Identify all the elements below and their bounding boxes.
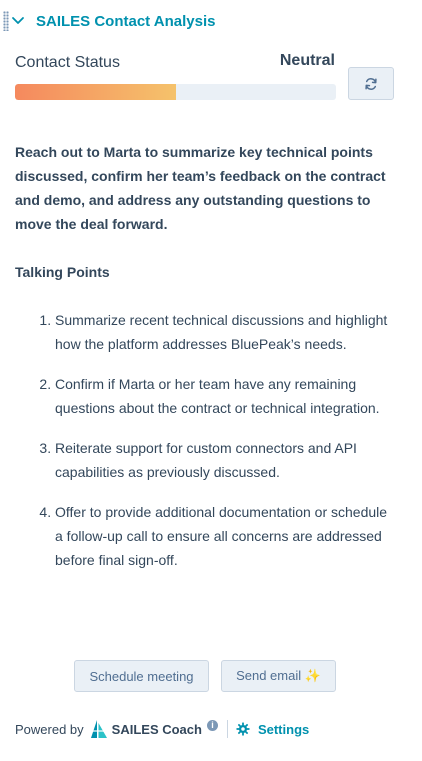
send-email-button[interactable]: Send email ✨ <box>221 660 336 692</box>
contact-status-progress-fill <box>15 84 176 100</box>
refresh-button[interactable] <box>348 67 394 100</box>
sailes-logo-icon <box>90 719 108 739</box>
settings-label: Settings <box>257 721 310 737</box>
talking-point-item: 4. Offer to provide additional documentation or schedule a follow-up call to ensure all concerns are addressed before final sign-off. <box>55 500 395 572</box>
talking-point-item: 2. Confirm if Marta or her team have any remaining questions about the contract or technical integration. <box>55 372 395 420</box>
chevron-down-icon <box>10 13 26 29</box>
talking-point-item: 3. Reiterate support for custom connectors and API capabilities as previously discussed. <box>55 436 395 484</box>
refresh-icon <box>364 77 378 91</box>
recommendation-summary: Reach out to Marta to summarize key technical points discussed, confirm her team’s feedback on the contract and demo, and address any outstanding questions to move the deal forward. <box>15 144 386 232</box>
section-header-toggle[interactable] <box>10 8 216 34</box>
contact-status-progress-bar <box>15 84 336 100</box>
info-icon[interactable]: i <box>207 720 218 731</box>
contact-status-value: Neutral <box>279 52 335 69</box>
talking-points-list <box>15 308 395 588</box>
gear-icon <box>236 722 258 736</box>
footer-divider <box>227 720 228 738</box>
footer <box>15 718 309 740</box>
powered-by-label: Powered by <box>15 721 84 737</box>
talking-points-heading: Talking Points <box>15 264 110 280</box>
section-title: SAILES Contact Analysis <box>36 12 216 30</box>
contact-status-label: Contact Status <box>15 54 120 71</box>
brand-name: SAILES Coach <box>111 721 202 737</box>
settings-link[interactable] <box>236 722 309 737</box>
schedule-meeting-button[interactable]: Schedule meeting <box>74 660 209 692</box>
talking-point-item: 1. Summarize recent technical discussions and highlight how the platform addresses BluePeak’s needs. <box>55 308 395 356</box>
drag-handle-icon[interactable] <box>3 11 9 31</box>
